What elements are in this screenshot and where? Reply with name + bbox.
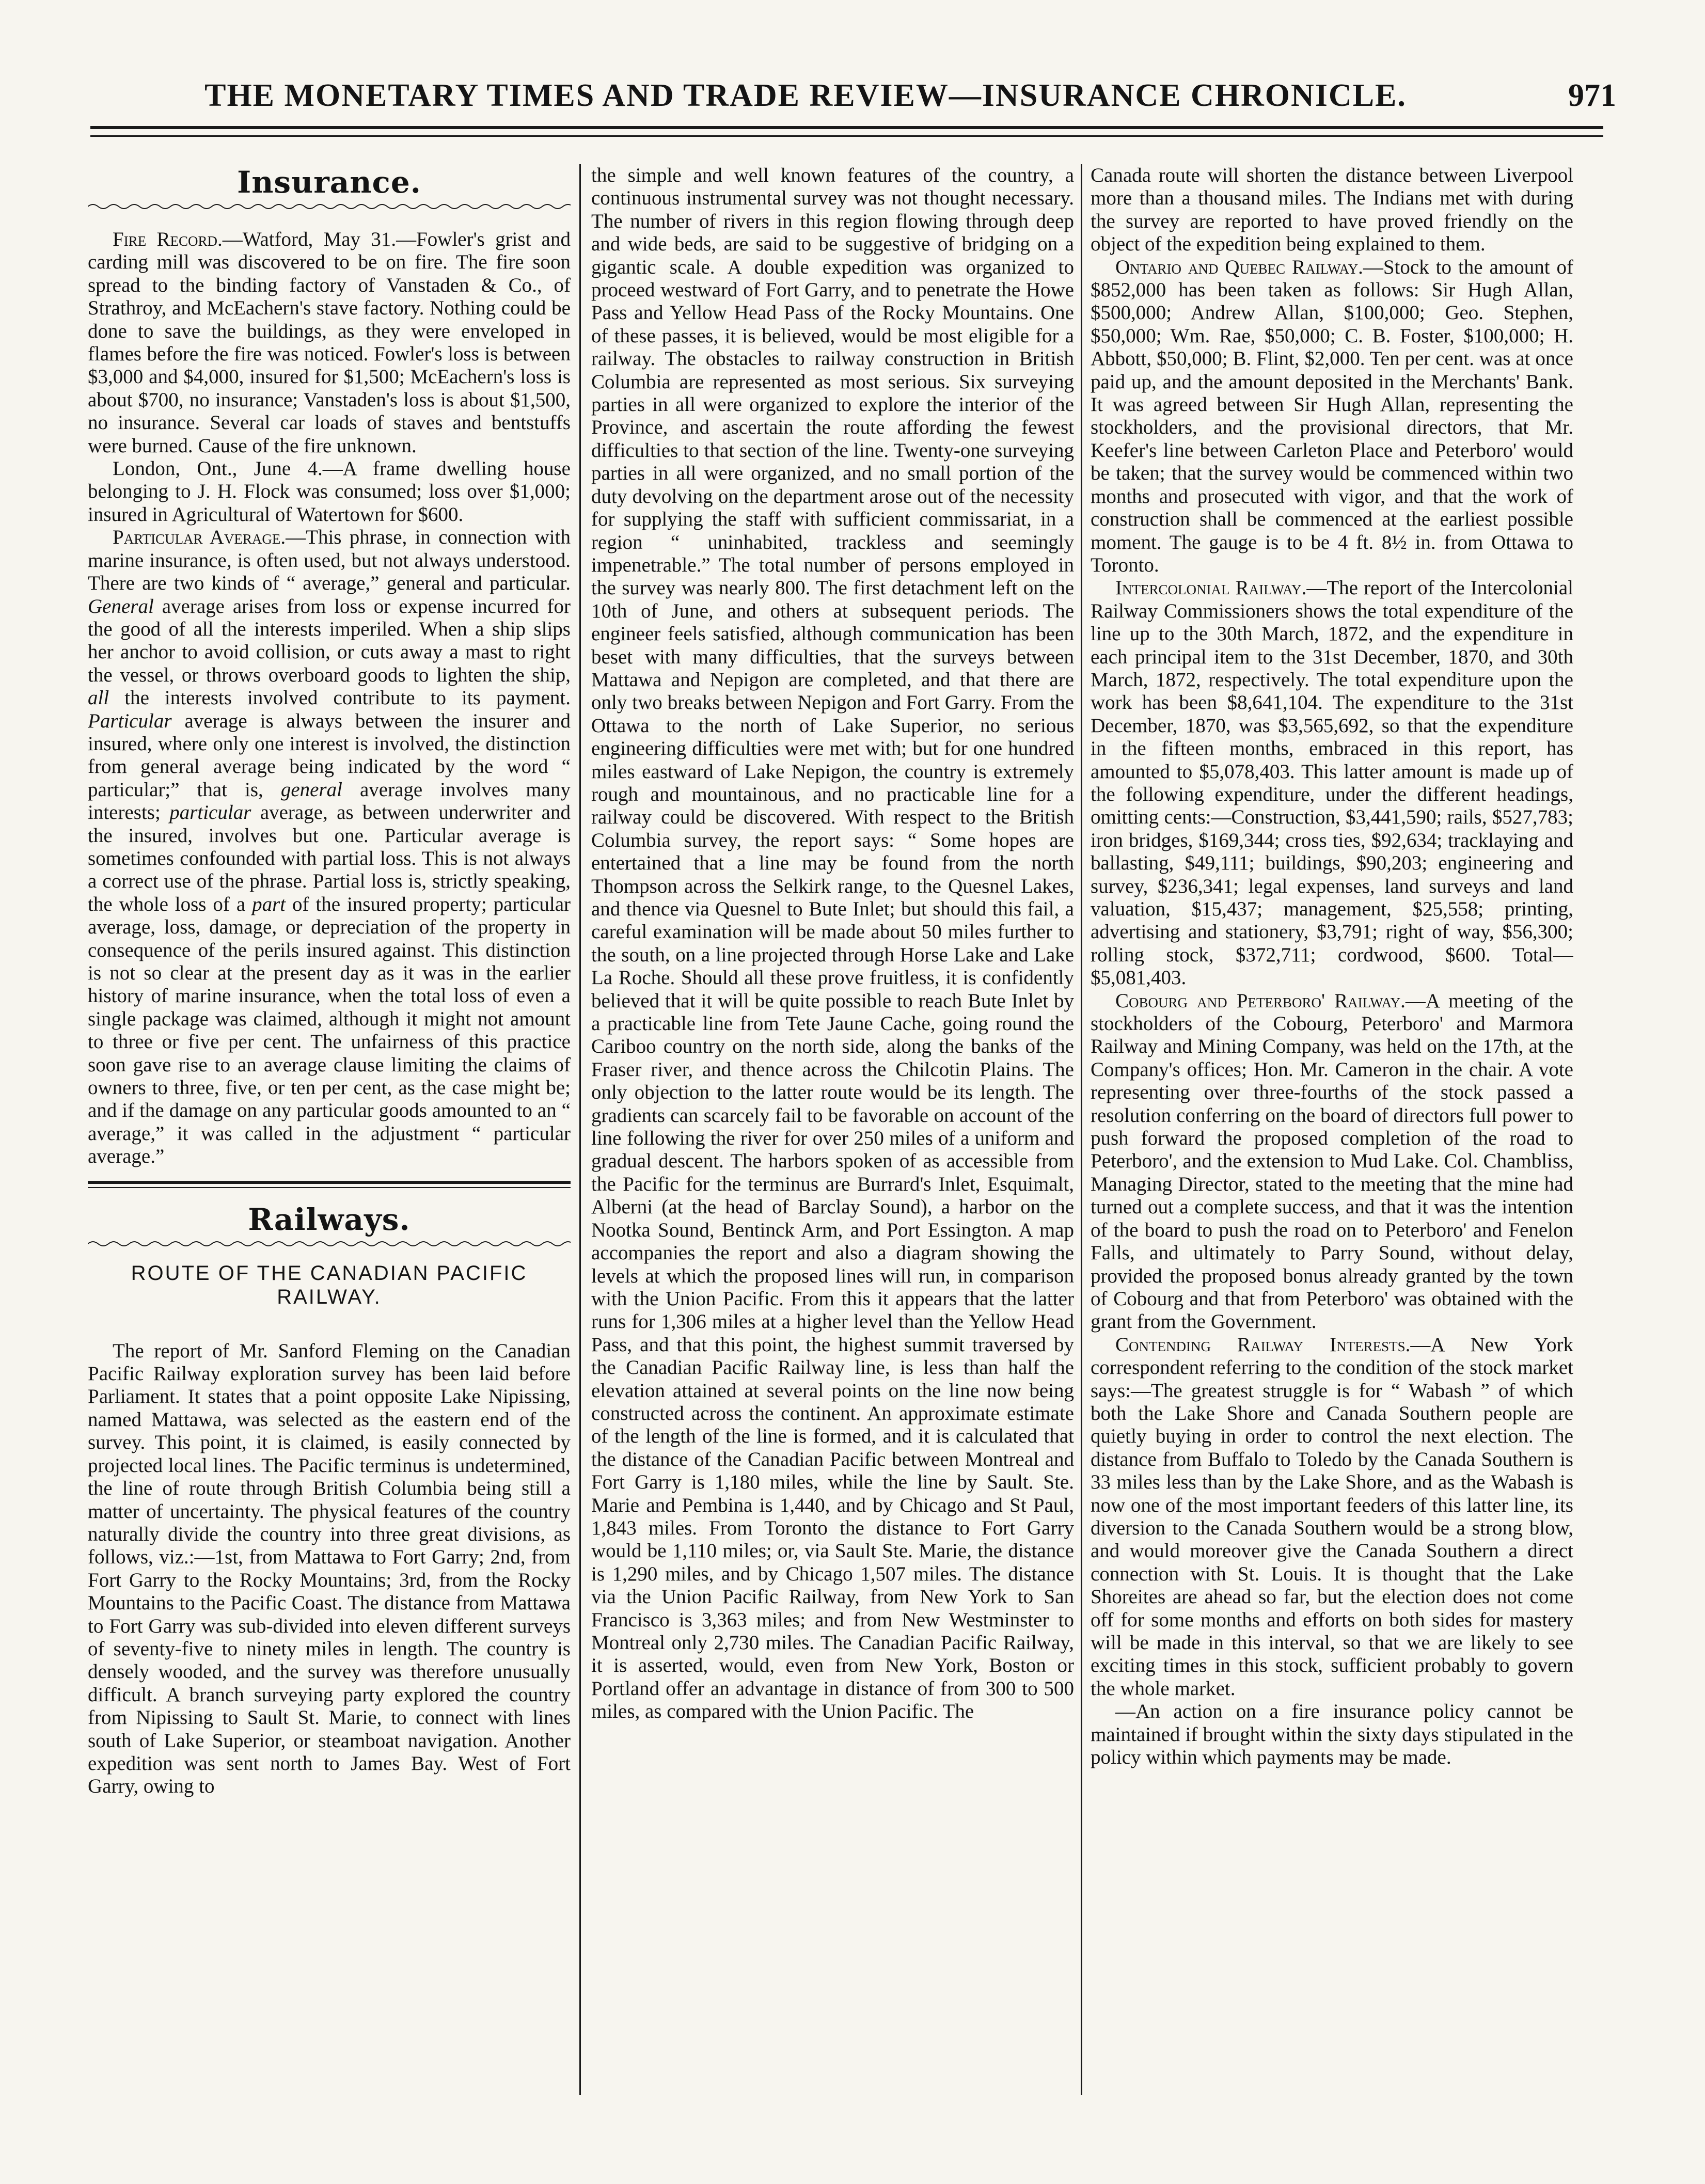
- emphasis: part: [252, 893, 286, 915]
- railways-heading: Railways.: [248, 1201, 411, 1237]
- fire-record-text: —Watford, May 31.—Fowler's grist and carding mill was discovered to be on fire. The fire soon spread to the binding factory of Vanstaden & Co., of Strathroy, and McEachern's stave factory. Nothing could be done to save the buildings, as they were enveloped in flames before the fire was noticed. Fowler's loss is between $3,000 and $4,000, insured for $1,500; McEachern's loss is about $700, no insurance; Vanstaden's loss is about $1,500, no insurance. Several car loads of staves and bentstuffs were burned. Cause of the fire unknown.: [88, 228, 571, 457]
- particular-average-paragraph: [88, 526, 571, 1168]
- route-conclusion-paragraph: Canada route will shorten the distance between Liverpool more than a thousand miles. The Indians met with during the survey are reported to have proved friendly on the object of the expedition being explained to them.: [1091, 164, 1573, 256]
- intercolonial-text: —The report of the Intercolonial Railway Commissioners shows the total expenditure of the line up to the 30th March, 1872, and the expenditure in each principal item to the 31st December, 1870, and 30th March, 1872, respectively. The total expenditure upon the work has been $8,641,104. The expenditure to the 31st December, 1870, was $3,565,692, so that the expenditure in the fifteen months, embraced in this report, has amounted to $5,078,403. This latter amount is made up of the following expenditure, under the different headings, omitting cents:—Construction, $3,441,590; rails, $527,783; iron bridges, $169,344; cross ties, $92,634; tracklaying and ballasting, $49,111; buildings, $90,203; engineering and survey, $236,341; legal expenses, land surveys and land valuation, $15,437; management, $25,558; printing, advertising and stationery, $3,791; right of way, $56,300; rolling stock, $372,711; cordwood, $600. Total—$5,081,403.: [1091, 577, 1573, 989]
- fire-policy-paragraph: —An action on a fire insurance policy cannot be maintained if brought within the sixty days stipulated in the policy within which payments may be made.: [1091, 1700, 1573, 1769]
- wavy-rule: [88, 202, 571, 211]
- ontario-quebec-paragraph: [1091, 256, 1573, 577]
- header-rule-thick: [90, 126, 1603, 129]
- intercolonial-paragraph: [1091, 577, 1573, 989]
- fire-record-paragraph: [88, 228, 571, 457]
- column-divider-1: [579, 164, 581, 2095]
- london-paragraph: London, Ont., June 4.—A frame dwelling house belonging to J. H. Flock was consumed; loss over $1,000; insured in Agricultural of Watertown for $600.: [88, 457, 571, 526]
- ontario-quebec-lead: Ontario and Quebec Railway.: [1115, 256, 1363, 278]
- masthead-title: THE MONETARY TIMES AND TRADE REVIEW—INSURANCE CHRONICLE.: [204, 78, 1407, 113]
- article-title: ROUTE OF THE CANADIAN PACIFIC RAILWAY.: [131, 1261, 528, 1308]
- column-1: [88, 164, 571, 2095]
- section-divider: [88, 1181, 571, 1188]
- text-run: average, as between underwriter and the insured, involves but one. Particular average is sometimes confounded with partial loss. This is not always a correct use of the phrase. Partial loss is, strictly speaking, the whole loss of a: [88, 801, 571, 915]
- text-run: the interests involved contribute to its payment.: [109, 687, 571, 709]
- contending-text: —A New York correspondent referring to the condition of the stock market says:—The greatest struggle is for “ Wabash ” of which both the Lake Shore and Canada Southern people are quietly buying in order to control the next election. The distance from Buffalo to Toledo by the Canada Southern is 33 miles less than by the Lake Shore, and as the Wabash is now one of the most important feeders of this latter line, its diversion to the Canada Southern would be a strong blow, and would moreover give the Canada Southern a direct connection with St. Louis. It is thought that the Lake Shoreites are ahead so far, but the election does not come off for some months and efforts on both sides for mastery will be made in this interval, so that we are likely to see exciting times in this stock, sufficient probably to govern the whole market.: [1091, 1333, 1573, 1700]
- cobourg-lead: Cobourg and Peterboro' Railway.: [1115, 989, 1406, 1012]
- insurance-heading: Insurance.: [237, 165, 421, 200]
- text-run: of the insured property; particular average, loss, damage, or depreciation of the property in consequence of the perils insured against. This distinction is not so clear at the present day as it was in the earlier history of marine insurance, when the total loss of even a single package was claimed, although it might not amount to three or five per cent. The unfairness of this practice soon gave rise to an average clause limiting the claims of owners to three, five, or ten per cent, as the case might be; and if the damage on any particular goods amounted to an “ average,” it was called in the adjustment “ particular average.”: [88, 893, 571, 1168]
- ontario-quebec-text: —Stock to the amount of $852,000 has been taken as follows: Sir Hugh Allan, $500,000; Andrew Allan, $100,000; Geo. Stephen, $50,000; Wm. Rae, $50,000; C. B. Foster, $100,000; H. Abbott, $50,000; B. Flint, $2,000. Ten per cent. was at once paid up, and the amount deposited in the Merchants' Bank. It was agreed between Sir Hugh Allan, representing the stockholders, and the provisional directors, that Mr. Keefer's line between Carleton Place and Peterboro' would be taken; that the survey would be commenced within two months and prosecuted with vigor, and that the work of construction shall be commenced at the earliest possible moment. The gauge is to be 4 ft. 8½ in. from Ottawa to Toronto.: [1091, 256, 1573, 576]
- fire-record-lead: Fire Record.: [113, 228, 223, 250]
- page-header: [88, 77, 1616, 119]
- emphasis: all: [88, 687, 109, 709]
- contending-lead: Contending Railway Interests.: [1115, 1333, 1411, 1356]
- route-continued-paragraph: the simple and well known features of the country, a continuous instrumental survey was not thought necessary. The number of rivers in this region flowing through deep and wide beds, are said to be suggestive of bridging on a gigantic scale. A double expedition was organized to proceed westward of Fort Garry, and to penetrate the Howe Pass and Yellow Head Pass of the Rocky Mountains. One of these passes, it is believed, would be most eligible for a railway. The obstacles to railway construction in British Columbia are represented as most serious. Six surveying parties in all were organized to explore the interior of the Province, and ascertain the route affording the fewest difficulties to that section of the line. Twenty-one surveying parties in all were organized, and no small portion of the duty devolving on the department arose out of the necessity for supplying the staff with sufficient commissariat, in a region “ uninhabited, trackless and seemingly impenetrable.” The total number of persons employed in the survey was nearly 800. The first detachment left on the 10th of June, and others at subsequent periods. The engineer feels satisfied, although communication has been beset with many difficulties, that the surveys between Mattawa and Nepigon are completed, and that there are only two breaks between Nepigon and Fort Garry. From the Ottawa to the north of Lake Superior, no serious engineering difficulties were met with; but for one hundred miles eastward of Lake Nepigon, the country is extremely rough and mountainous, and no practicable line for a railway could be discovered. With respect to the British Columbia survey, the report says: “ Some hopes are entertained that a line may be found from the north Thompson across the Selkirk range, to the Quesnel Lakes, and thence via Quesnel to Bute Inlet; but should this fail, a careful examination will be made about 50 miles further to the south, on a line projected through Horse Lake and Lake La Roche. Should all these prove fruitless, it is confidently believed that it will be quite possible to reach Bute Inlet by a practicable line from Tete Jaune Cache, going round the Cariboo country on the north side, along the banks of the Fraser river, and thence across the Chilcotin Plains. The only objection to the latter route would be its length. The gradients can scarcely fail to be favorable on account of the line following the river for over 250 miles of a uniform and gradual descent. The harbors spoken of as accessible from the Pacific for the terminus are Burrard's Inlet, Esquimalt, Alberni (at the head of Barclay Sound), a harbor on the Nootka Sound, Bentinck Arm, and Port Essington. A map accompanies the report and also a diagram showing the levels at which the proposed lines will run, in comparison with the Union Pacific. From this it appears that the latter runs for 1,306 miles at a higher level than the Yellow Head Pass, and that this point, the highest summit traversed by the Canadian Pacific Railway line, is less than half the elevation attained at several points on the line now being constructed across the continent. An approximate estimate of the length of the line is formed, and it is calculated that the distance of the Canadian Pacific between Montreal and Fort Garry is 1,180 miles, while the line by Sault. Ste. Marie and Pembina is 1,440, and by Chicago and St Paul, 1,843 miles. From Toronto the distance to Fort Garry would be 1,110 miles; or, via Sault Ste. Marie, the distance is 1,290 miles, and by Chicago 1,507 miles. The distance via the Union Pacific Railway, from New York to San Francisco is 3,363 miles; and from New Westminster to Montreal only 2,730 miles. The Canadian Pacific Railway, it is asserted, would, even from New York, Boston or Portland offer an advantage in distance of from 300 to 500 miles, as compared with the Union Pacific. The: [591, 164, 1074, 1723]
- particular-average-lead: Particular Average.: [113, 526, 286, 549]
- text-run: —This phrase, in connection with marine insurance, is often used, but not always understood. There are two kinds of “ average,” general and particular.: [88, 526, 571, 595]
- intercolonial-lead: Intercolonial Railway.: [1115, 577, 1307, 599]
- page-number: 971: [1568, 78, 1616, 113]
- column-divider-2: [1081, 164, 1082, 2095]
- column-3: [1091, 164, 1573, 2095]
- text-run: average arises from loss or expense incurred for the good of all the interests imperiled. When a ship slips her anchor to avoid collision, or cuts away a mast to right the vessel, or throws overboard goods to lighten the ship,: [88, 595, 571, 686]
- cobourg-paragraph: [1091, 990, 1573, 1334]
- cobourg-text: —A meeting of the stockholders of the Cobourg, Peterboro' and Marmora Railway and Mining Company, was held on the 17th, at the Company's offices; Hon. Mr. Cameron in the chair. A vote representing over three-fourths of the stock passed a resolution conferring on the board of directors full power to push forward the proposed completion of the road to Peterboro', and the extension to Mud Lake. Col. Chambliss, Managing Director, stated to the meeting that the mine had turned out a complete success, and that it was the intention of the board to push the road on to Peterboro' and Fenelon Falls, and ultimately to Parry Sound, without delay, provided the proposed bonus already granted by the town of Cobourg and that from Peterboro' was obtained with the grant from the Government.: [1091, 989, 1573, 1333]
- column-2: [591, 164, 1074, 2095]
- wavy-rule: [88, 1240, 571, 1248]
- text-run: average involves many interests;: [88, 778, 571, 824]
- text-run: average is always between the insurer and insured, where only one interest is involved, the distinction from general average being indicated by the word “ particular;” that is,: [88, 709, 571, 801]
- emphasis: general: [280, 778, 342, 801]
- contending-paragraph: [1091, 1334, 1573, 1701]
- emphasis: General: [88, 595, 154, 618]
- emphasis: Particular: [88, 709, 172, 732]
- emphasis: particular: [169, 801, 251, 824]
- route-paragraph: The report of Mr. Sanford Fleming on the Canadian Pacific Railway exploration survey has been laid before Parliament. It states that a point opposite Lake Nipissing, named Mattawa, was selected as the eastern end of the survey. This point, it is claimed, is easily connected by projected local lines. The Pacific terminus is undetermined, the line of route through British Columbia being still a matter of uncertainty. The physical features of the country naturally divide the country into three great divisions, as follows, viz.:—1st, from Mattawa to Fort Garry; 2nd, from Fort Garry to the Rocky Mountains; 3rd, from the Rocky Mountains to the Pacific Coast. The distance from Mattawa to Fort Garry was sub-divided into eleven different surveys of seventy-five to ninety miles in length. The country is densely wooded, and the survey was therefore unusually difficult. A branch surveying party explored the country from Nipissing to Sault St. Marie, to connect with lines south of Lake Superior, or steamboat navigation. Another expedition was sent north to James Bay. West of Fort Garry, owing to: [88, 1339, 571, 1798]
- header-rule-thin: [90, 135, 1603, 137]
